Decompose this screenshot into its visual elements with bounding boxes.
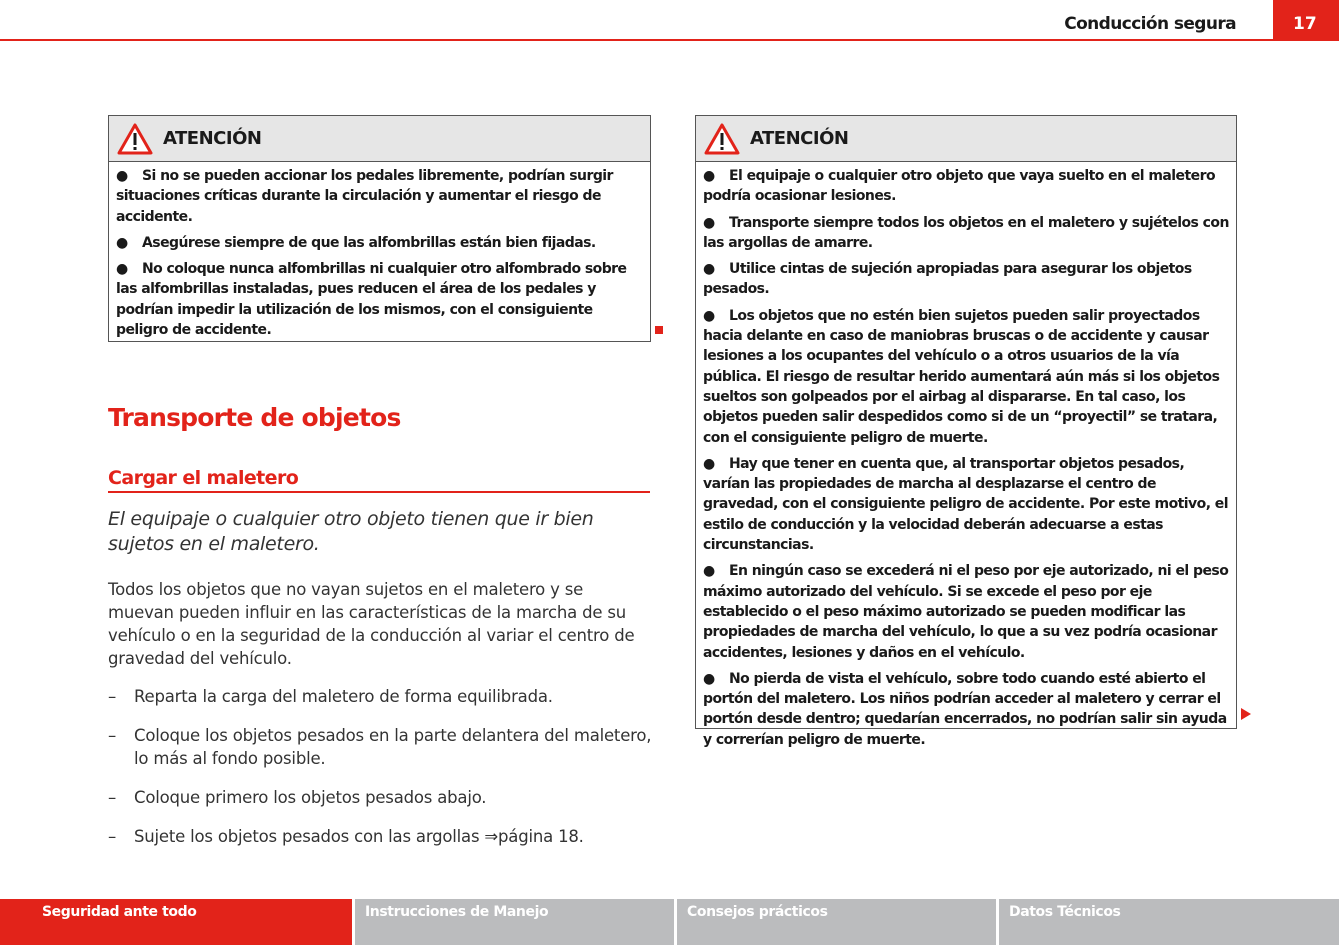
page-number: 17 [1273, 0, 1339, 41]
warning-box-left [108, 115, 651, 342]
bullet-icon: ● [703, 670, 715, 687]
tab-instrucciones[interactable]: Instrucciones de Manejo [355, 899, 674, 945]
warning-box-right [695, 115, 1237, 748]
bullet-icon: ● [703, 563, 715, 580]
step-text: Reparta la carga del maletero de forma equilibrada. [134, 687, 553, 706]
dash-marker: – [108, 788, 117, 807]
tab-consejos[interactable]: Consejos prácticos [677, 899, 996, 945]
step-item [108, 685, 658, 708]
tab-datos[interactable]: Datos Técnicos [999, 899, 1339, 945]
warning-header [696, 116, 1236, 162]
warning-item [703, 669, 1229, 750]
bullet-icon: ● [116, 234, 128, 251]
end-marker-icon [655, 326, 663, 334]
continue-arrow-icon [1241, 708, 1251, 720]
warning-item [116, 259, 643, 340]
bullet-icon: ● [703, 261, 715, 278]
bullet-icon: ● [116, 168, 128, 184]
warning-item [703, 454, 1229, 555]
warning-item-text: En ningún caso se excederá ni el peso por eje autorizado, ni el peso máximo autorizado del vehículo. Si se excede el peso por eje establecido o el peso máximo autorizado se pueden modificar las propiedades de marcha del vehículo, lo que a su vez podría ocasionar accidentes, lesiones y daños en el vehículo. [703, 563, 1229, 661]
bullet-icon: ● [703, 214, 715, 231]
warning-item-text: Transporte siempre todos los objetos en el maletero y sujételos con las argollas de amarre. [703, 214, 1229, 251]
subsection-heading: Cargar el maletero [108, 467, 650, 493]
warning-item-text: Si no se pueden accionar los pedales libremente, podrían surgir situaciones críticas durante la circulación y aumentar el riesgo de accidente. [116, 168, 613, 225]
warning-item [703, 561, 1229, 662]
warning-item [703, 306, 1229, 448]
tab-seguridad[interactable]: Seguridad ante todo [0, 899, 352, 945]
warning-item-text: Asegúrese siempre de que las alfombrillas están bien fijadas. [142, 234, 596, 251]
step-item [108, 825, 658, 848]
warning-body [109, 162, 650, 346]
dash-marker: – [108, 827, 117, 846]
dash-marker: – [108, 687, 117, 706]
warning-item-text: Utilice cintas de sujeción apropiadas para asegurar los objetos pesados. [703, 261, 1192, 298]
warning-title: ATENCIÓN [163, 128, 262, 149]
warning-item-text: No pierda de vista el vehículo, sobre todo cuando esté abierto el portón del maletero. Los niños podrían acceder al maletero y cerrar el portón desde dentro; quedarían encerrados, no podrían salir sin ayuda y correrían peligro de muerte. [703, 670, 1227, 748]
bullet-icon: ● [703, 455, 715, 472]
warning-item [703, 166, 1229, 207]
warning-item-text: Hay que tener en cuenta que, al transportar objetos pesados, varían las propiedades de marcha al desplazarse el centro de gravedad, con el consiguiente peligro de accidente. Por este motivo, el estilo de conducción y la velocidad deberán adecuarse a estas circunstancias. [703, 455, 1228, 554]
bullet-icon: ● [703, 307, 715, 324]
warning-item-text: No coloque nunca alfombrillas ni cualquier otro alfombrado sobre las alfombrillas instaladas, pues reducen el área de los pedales y podrían impedir la utilización de los mismos, con el consiguiente peligro de accidente. [116, 261, 627, 339]
warning-triangle-icon [704, 123, 740, 155]
warning-header [109, 116, 650, 162]
step-item [108, 786, 658, 809]
bullet-icon: ● [703, 168, 715, 184]
body-text: Todos los objetos que no vayan sujetos en el maletero y se muevan pueden influir en las características de la marcha de su vehículo o en la seguridad de la conducción al variar el centro de gravedad del vehículo. [108, 580, 635, 668]
intro-text: El equipaje o cualquier otro objeto tienen que ir bien sujetos en el maletero. [108, 508, 594, 555]
warning-item-text: El equipaje o cualquier otro objeto que vaya suelto en el maletero podría ocasionar lesiones. [703, 168, 1216, 205]
warning-item-text: Los objetos que no estén bien sujetos pueden salir proyectados hacia delante en caso de maniobras bruscas o de accidente y causar lesiones a los ocupantes del vehículo o a otros usuarios de la vía pública. El riesgo de resultar herido aumentará aún más si los objetos sueltos son golpeados por el airbag al dispararse. En tal caso, los objetos pueden salir despedidos como si de un “proyectil” se tratara, con el consiguiente peligro de muerte. [703, 307, 1220, 446]
dash-marker: – [108, 726, 117, 745]
warning-item [116, 233, 643, 253]
header-rule [0, 39, 1273, 41]
section-heading: Transporte de objetos [108, 403, 401, 432]
section-title: Conducción segura [1064, 14, 1236, 34]
step-text: Coloque primero los objetos pesados abajo. [134, 788, 487, 807]
warning-item [116, 166, 643, 227]
step-text: Coloque los objetos pesados en la parte delantera del maletero, lo más al fondo posible. [134, 726, 652, 768]
bullet-icon: ● [116, 261, 128, 278]
step-text: Sujete los objetos pesados con las argollas ⇒página 18. [134, 827, 584, 846]
warning-title: ATENCIÓN [750, 128, 849, 149]
warning-item [703, 259, 1229, 300]
step-item [108, 724, 658, 770]
warning-item [703, 213, 1229, 254]
warning-body [696, 162, 1236, 756]
footer-nav [0, 899, 1339, 945]
steps-list [108, 685, 658, 864]
warning-triangle-icon [117, 123, 153, 155]
